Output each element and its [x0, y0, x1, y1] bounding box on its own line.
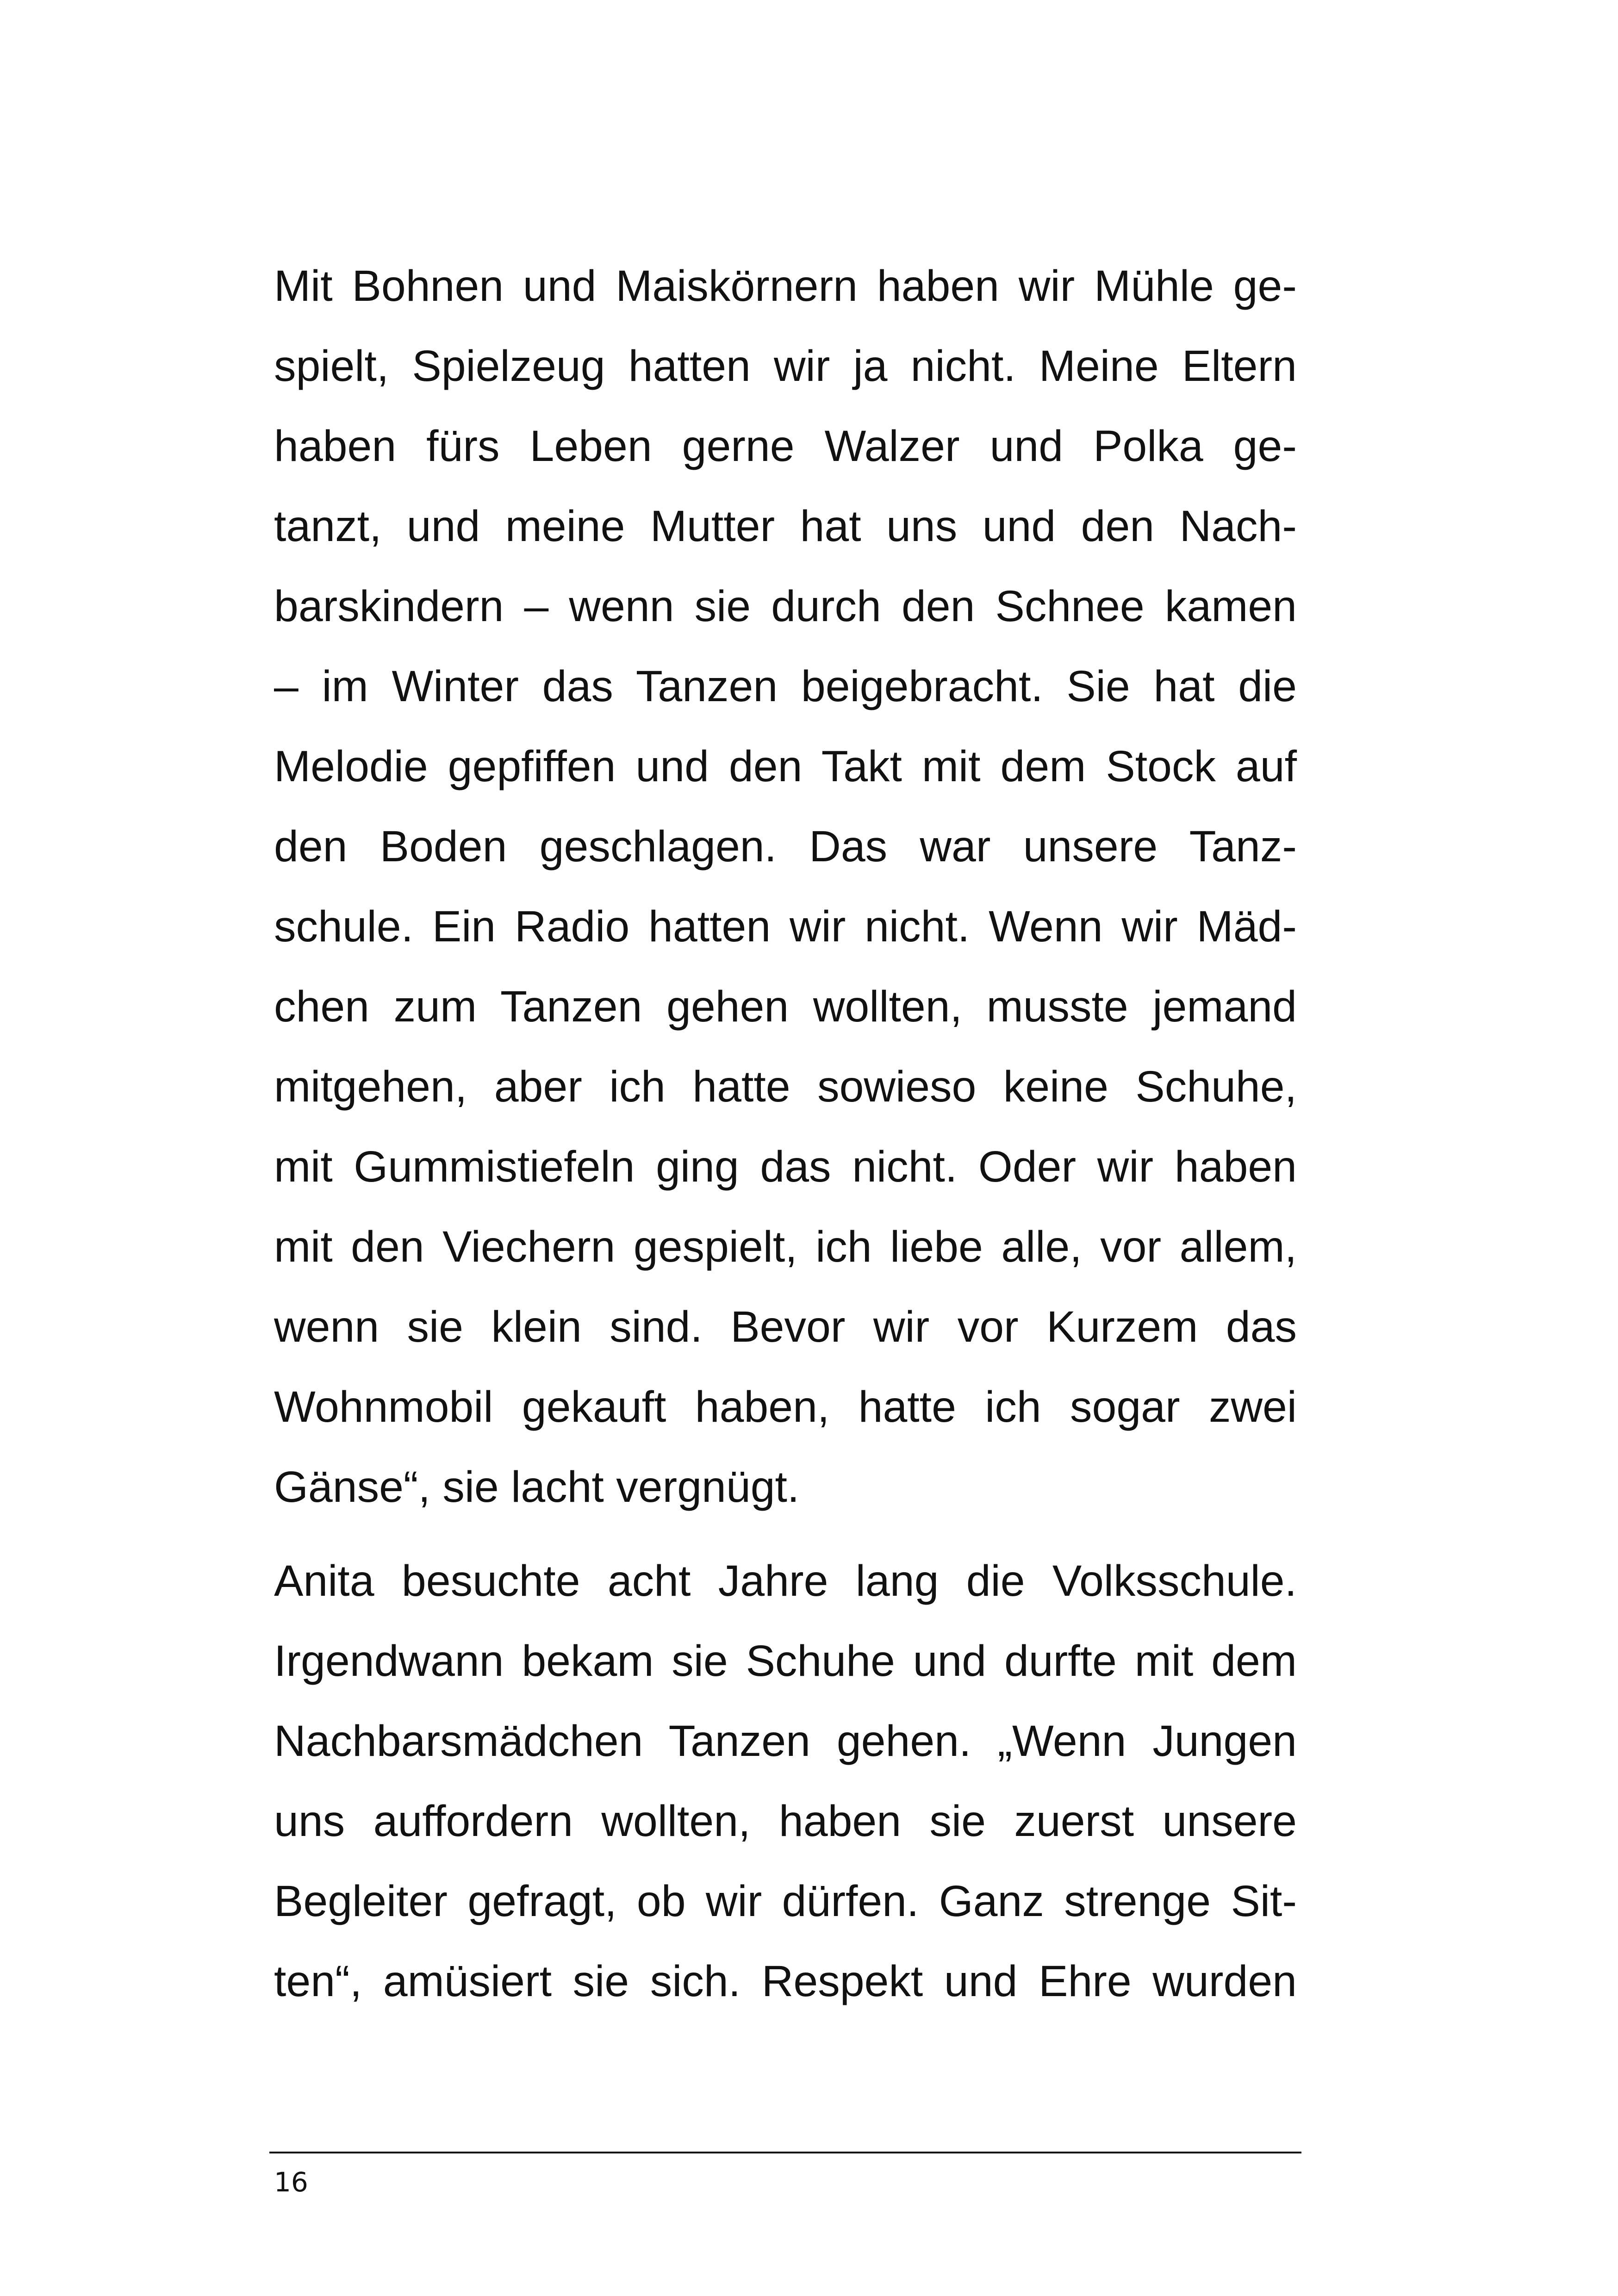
text-line: Gänse“, sie lacht vergnügt.	[274, 1462, 800, 1512]
text-line: barskindern – wenn sie durch den Schnee kamen	[274, 582, 1297, 631]
text-line: – im Winter das Tanzen beigebracht. Sie hat die	[274, 662, 1297, 711]
text-line: Anita besuchte acht Jahre lang die Volksschule.	[274, 1556, 1297, 1605]
text-line: spielt, Spielzeug hatten wir ja nicht. Meine Eltern	[274, 342, 1297, 391]
paragraph-spacer	[274, 1527, 1297, 1541]
text-line: Wohnmobil gekauft haben, hatte ich sogar zwei	[274, 1382, 1297, 1431]
text-line: chen zum Tanzen gehen wollten, musste jemand	[274, 982, 1297, 1031]
text-line: ten“, amüsiert sie sich. Respekt und Ehre wurden	[274, 1957, 1297, 2006]
footer-divider	[269, 2152, 1301, 2153]
text-line: den Boden geschlagen. Das war unsere Tanz-	[274, 822, 1297, 871]
text-line: mit Gummistiefeln ging das nicht. Oder wir haben	[274, 1142, 1297, 1191]
text-line: mitgehen, aber ich hatte sowieso keine Schuhe,	[274, 1062, 1297, 1111]
text-line: haben fürs Leben gerne Walzer und Polka ge-	[274, 422, 1297, 471]
text-line: schule. Ein Radio hatten wir nicht. Wenn wir Mäd-	[274, 902, 1297, 951]
paragraph	[274, 1541, 1297, 2022]
text-line: Nachbarsmädchen Tanzen gehen. „Wenn Jungen	[274, 1717, 1297, 1766]
page-number: 16	[274, 2166, 308, 2198]
text-line: mit den Viechern gespielt, ich liebe alle, vor allem,	[274, 1222, 1297, 1271]
text-line: Irgendwann bekam sie Schuhe und durfte mit dem	[274, 1636, 1297, 1686]
text-line: wenn sie klein sind. Bevor wir vor Kurzem das	[274, 1302, 1297, 1351]
text-line: tanzt, und meine Mutter hat uns und den Nach-	[274, 502, 1297, 551]
paragraph	[274, 246, 1297, 1527]
text-line: Melodie gepfiffen und den Takt mit dem Stock auf	[274, 742, 1297, 791]
text-line: Begleiter gefragt, ob wir dürfen. Ganz strenge Sit-	[274, 1877, 1297, 1926]
text-line: uns auffordern wollten, haben sie zuerst unsere	[274, 1797, 1297, 1846]
text-line: Mit Bohnen und Maiskörnern haben wir Mühle ge-	[274, 261, 1297, 311]
body-text	[274, 246, 1297, 2022]
